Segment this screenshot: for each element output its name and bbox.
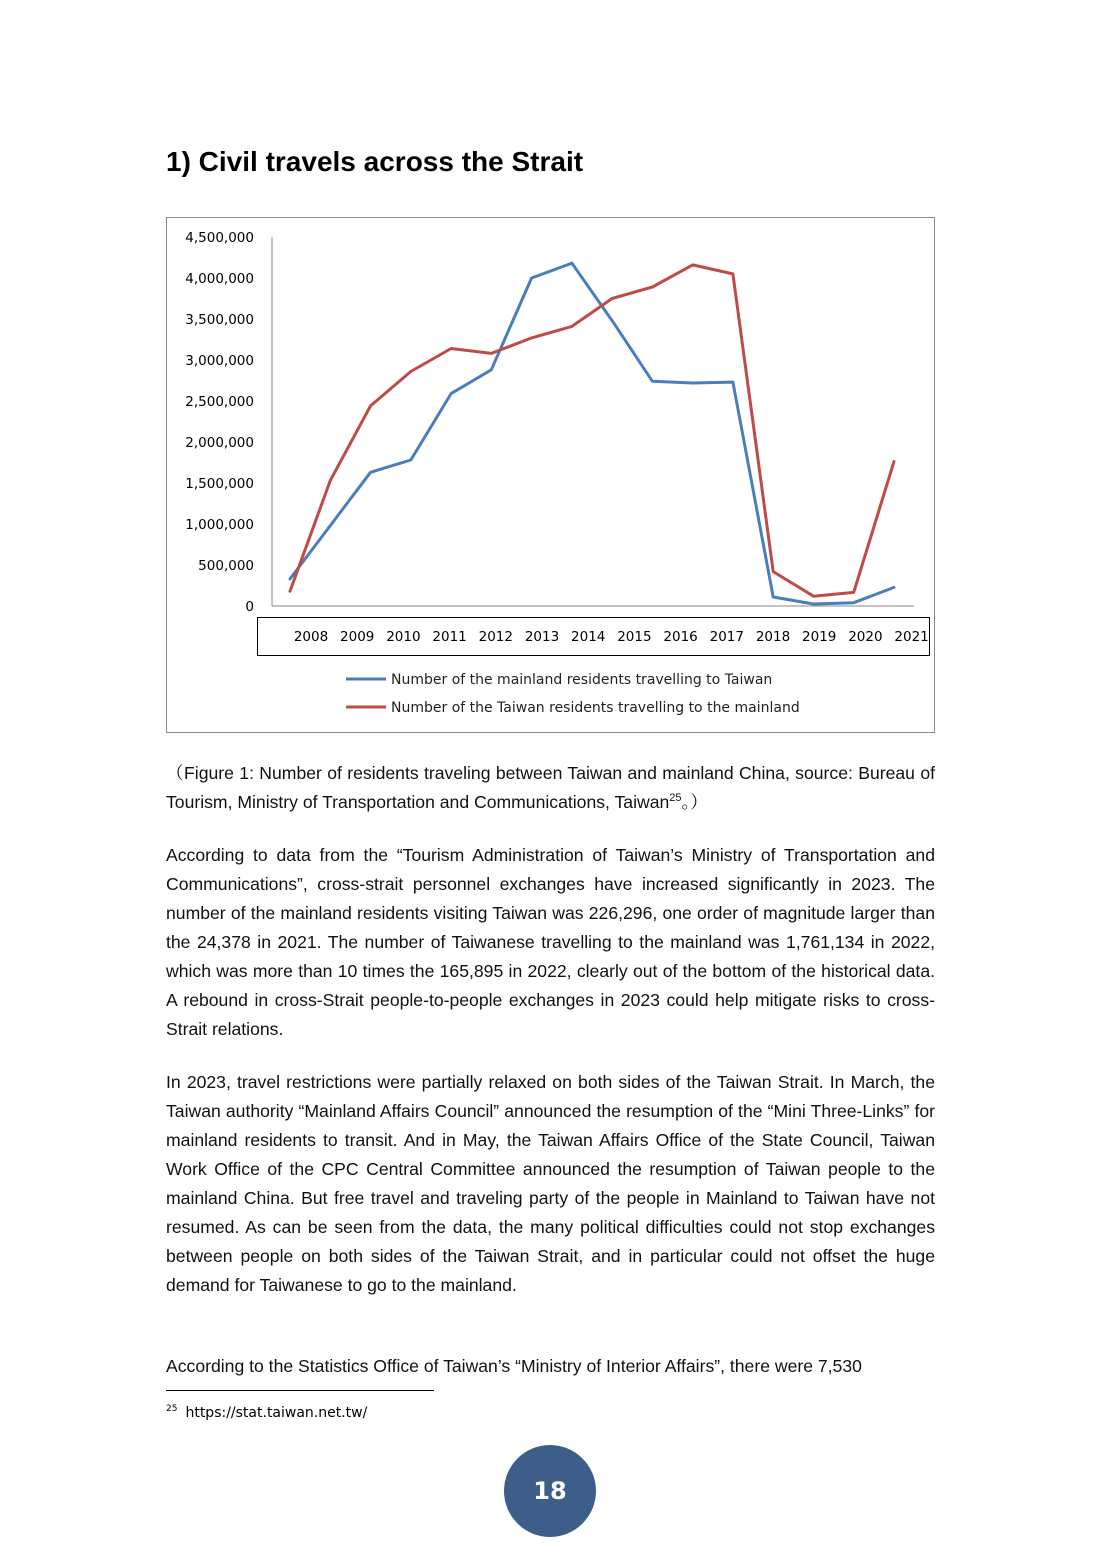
y-tick-label: 3,000,000: [185, 353, 254, 369]
legend-label-1: Number of the mainland residents travelling to Taiwan: [391, 672, 773, 688]
caption-end: 。）: [681, 792, 708, 812]
body-paragraph-2: In 2023, travel restrictions were partially relaxed on both sides of the Taiwan Strait. In March, the Taiwan authority “Mainland Affairs Council” announced the resumption of the “Mini Three-Links” for mainland residents to transit. And in May, the Taiwan Affairs Office of the State Council, Taiwan Work Office of the CPC Central Committee announced the resumption of Taiwan people to the mainland China. But free travel and traveling party of the people in Mainland to Taiwan have not resumed. As can be seen from the data, the many political difficulties could not stop exchanges between people on both sides of the Taiwan Strait, and in particular could not offset the huge demand for Taiwanese to go to the mainland.: [166, 1072, 935, 1295]
x-tick-label: 2017: [709, 629, 744, 645]
page-number: 18: [533, 1477, 567, 1505]
section-heading: 1) Civil travels across the Strait: [166, 146, 584, 177]
footnote: [166, 1402, 367, 1424]
x-tick-label: 2012: [478, 629, 513, 645]
y-tick-label: 4,000,000: [185, 271, 254, 287]
footnote-divider: [166, 1390, 434, 1391]
y-tick-label: 3,500,000: [185, 312, 254, 328]
x-tick-label: 2011: [432, 629, 467, 645]
body-paragraph-3: According to the Statistics Office of Taiwan’s “Ministry of Interior Affairs”, there were 7,530: [166, 1356, 862, 1376]
x-tick-label: 2016: [663, 629, 698, 645]
y-tick-label: 0: [245, 599, 254, 615]
x-tick-label: 2008: [293, 629, 329, 645]
caption-footnote-ref: 25: [669, 792, 682, 805]
y-tick-label: 1,000,000: [185, 517, 254, 533]
x-tick-label: 2020: [848, 629, 883, 645]
y-tick-label: 500,000: [198, 558, 254, 574]
body-paragraph-1: According to data from the “Tourism Administration of Taiwan’s Ministry of Transportation and Communications”, cross-strait personnel exchanges have increased significantly in 2023. The number of the mainland residents visiting Taiwan was 226,296, one order of magnitude larger than the 24,378 in 2021. The number of Taiwanese travelling to the mainland was 1,761,134 in 2022, which was more than 10 times the 165,895 in 2022, clearly out of the bottom of the historical data. A rebound in cross-Strait people-to-people exchanges in 2023 could help mitigate risks to cross-Strait relations.: [166, 845, 935, 1039]
figure-caption: [166, 759, 935, 817]
x-tick-label: 2010: [386, 629, 421, 645]
y-tick-label: 2,500,000: [185, 394, 254, 410]
footnote-link[interactable]: https://stat.taiwan.net.tw/: [185, 1405, 368, 1421]
travel-line-chart: [166, 217, 935, 733]
footnote-number: 25: [166, 1404, 178, 1415]
caption-text: （Figure 1: Number of residents traveling between Taiwan and mainland China, source: Bureau of Tourism, Ministry of Transportation and Communications, Taiwan: [166, 763, 935, 812]
y-tick-label: 2,000,000: [185, 435, 254, 451]
x-tick-label: 2015: [617, 629, 652, 645]
x-tick-label: 2021: [894, 629, 929, 645]
x-tick-label: 2013: [524, 629, 560, 645]
x-tick-label: 2018: [755, 629, 791, 645]
x-tick-label: 2009: [340, 629, 375, 645]
legend-label-2: Number of the Taiwan residents travelling to the mainland: [391, 700, 800, 716]
y-tick-label: 1,500,000: [185, 476, 254, 492]
x-tick-label: 2014: [571, 629, 606, 645]
page-number-badge: [504, 1445, 596, 1537]
x-tick-label: 2019: [802, 629, 837, 645]
y-tick-label: 4,500,000: [185, 230, 254, 246]
